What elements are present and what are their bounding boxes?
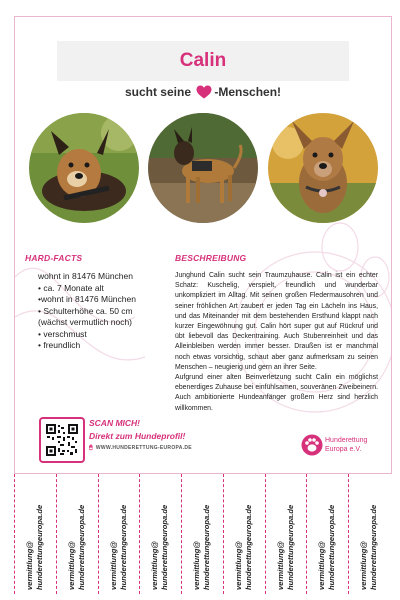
- fact-item: • Schulterhöhe ca. 50 cm: [38, 305, 133, 316]
- qr-code[interactable]: [39, 417, 85, 463]
- title-box: [57, 41, 349, 81]
- tear-off-tab[interactable]: [181, 474, 224, 594]
- contact-line-2: hunderettungeuropa.de: [202, 504, 212, 590]
- logo-line-1: Hunderettung: [325, 437, 368, 444]
- description-paragraph: Junghund Calin sucht sein Traumzuhause. Calin ist ein echter Schatz: Kuschelig, verspielt, freundlich und wunderbar unkompliziert im Alltag. Mit seinen großen Fledermausohren und seiner fröhlichen Art zaubert er jeden Tag ein Lächeln ins Haus, und das Miteinander mit dem bestehenden Ersthund klappt nach kurzer Eingewöhnung gut. Calin hört super gut auf Rückruf und übt liebevoll das Deckentraining. Auch Stubenreinheit und das Alleinbleiben werden immer besser. Draußen ist er manchmal noch etwas vorsichtig, schaut aber ganz aufmerksam zu seinen Menschen – neugierig und gern an ihrer Seite.: [175, 272, 378, 371]
- logo-text: [325, 436, 367, 454]
- contact-line-1: vermittlung@: [317, 541, 327, 590]
- tear-off-contact: [234, 505, 254, 590]
- tear-off-tab[interactable]: [139, 474, 182, 594]
- contact-line-1: vermittlung@: [150, 541, 160, 590]
- direct-profile-text: Direkt zum Hundeprofil!: [89, 431, 186, 441]
- tear-off-contact: [109, 505, 129, 590]
- scan-me-text: SCAN MICH!: [89, 418, 140, 428]
- tear-off-tab[interactable]: [348, 474, 391, 594]
- subtitle-end: -Menschen!: [214, 85, 282, 99]
- contact-line-1: vermittlung@: [192, 541, 202, 590]
- fact-item: •wohnt in 81476 München: [38, 294, 136, 304]
- description-heading: BESCHREIBUNG: [175, 253, 247, 263]
- contact-line-1: vermittlung@: [66, 541, 76, 590]
- logo-line-2: Europa e.V.: [325, 446, 362, 453]
- website-link[interactable]: [89, 445, 192, 452]
- fact-item: • verschmust: [38, 328, 87, 339]
- tear-off-tab[interactable]: [223, 474, 266, 594]
- contact-line-1: vermittlung@: [359, 541, 369, 590]
- adoption-poster: [14, 16, 392, 474]
- dog-photo-2: [148, 113, 258, 223]
- fact-item: • ca. 7 Monate alt: [38, 282, 104, 293]
- tear-off-contact: [150, 505, 170, 590]
- hard-facts-list: [38, 271, 168, 352]
- globe-icon: 🖱: [89, 445, 93, 451]
- tear-off-tab[interactable]: [98, 474, 141, 594]
- contact-line-1: vermittlung@: [108, 541, 118, 590]
- fact-item: (wächst vermutlich noch): [38, 317, 133, 327]
- contact-line-2: hunderettungeuropa.de: [369, 504, 379, 590]
- contact-line-2: hunderettungeuropa.de: [76, 504, 86, 590]
- contact-line-2: hunderettungeuropa.de: [160, 504, 170, 590]
- description-text: [175, 271, 378, 414]
- contact-line-2: hunderettungeuropa.de: [285, 504, 295, 590]
- qr-code-icon: [46, 424, 78, 456]
- website-url: WWW.HUNDERETTUNG-EUROPA.DE: [95, 445, 192, 451]
- tear-off-contact: [67, 505, 87, 590]
- dog-photo-portrait-icon: [268, 113, 378, 223]
- fact-item: wohnt in 81476 München: [38, 271, 133, 281]
- dog-name-title: Calin: [179, 50, 227, 71]
- subtitle-start: sucht seine: [124, 85, 191, 99]
- organization-logo: [301, 434, 381, 458]
- contact-line-2: hunderettungeuropa.de: [243, 504, 253, 590]
- tear-off-contact: [192, 505, 212, 590]
- hard-facts-heading: HARD-FACTS: [25, 253, 83, 263]
- paw-heart-icon: [301, 434, 323, 456]
- tear-off-tabs: [14, 474, 390, 594]
- tear-off-tab[interactable]: [306, 474, 349, 594]
- description-paragraph: Aufgrund einer alten Beinverletzung sucht Calin ein möglichst ebenerdiges Zuhause bei einfühlsamen, souveränen Zweibeinern. Auch ambitionierte Hundeanfänger großem Herz sind herzlich willkommen.: [175, 374, 378, 412]
- tear-off-contact: [317, 505, 337, 590]
- subtitle: [15, 83, 391, 101]
- tear-off-tab[interactable]: [14, 474, 57, 594]
- contact-line-1: vermittlung@: [25, 541, 34, 590]
- contact-line-1: vermittlung@: [233, 541, 243, 590]
- contact-line-1: vermittlung@: [275, 541, 285, 590]
- tear-off-tab[interactable]: [56, 474, 99, 594]
- tear-off-contact: [276, 505, 296, 590]
- fact-item: • freundlich: [38, 340, 81, 350]
- dog-photo-standing-icon: [148, 113, 258, 223]
- dog-photo-lying-icon: [29, 113, 139, 223]
- tear-off-contact: [25, 505, 45, 590]
- tear-off-contact: [359, 505, 379, 590]
- contact-line-2: hunderettungeuropa.de: [35, 504, 44, 590]
- tear-off-tab[interactable]: [265, 474, 308, 594]
- dog-photo-1: [29, 113, 139, 223]
- dog-photo-3: [268, 113, 378, 223]
- heart-icon: [196, 85, 212, 99]
- contact-line-2: hunderettungeuropa.de: [327, 504, 337, 590]
- contact-line-2: hunderettungeuropa.de: [118, 504, 128, 590]
